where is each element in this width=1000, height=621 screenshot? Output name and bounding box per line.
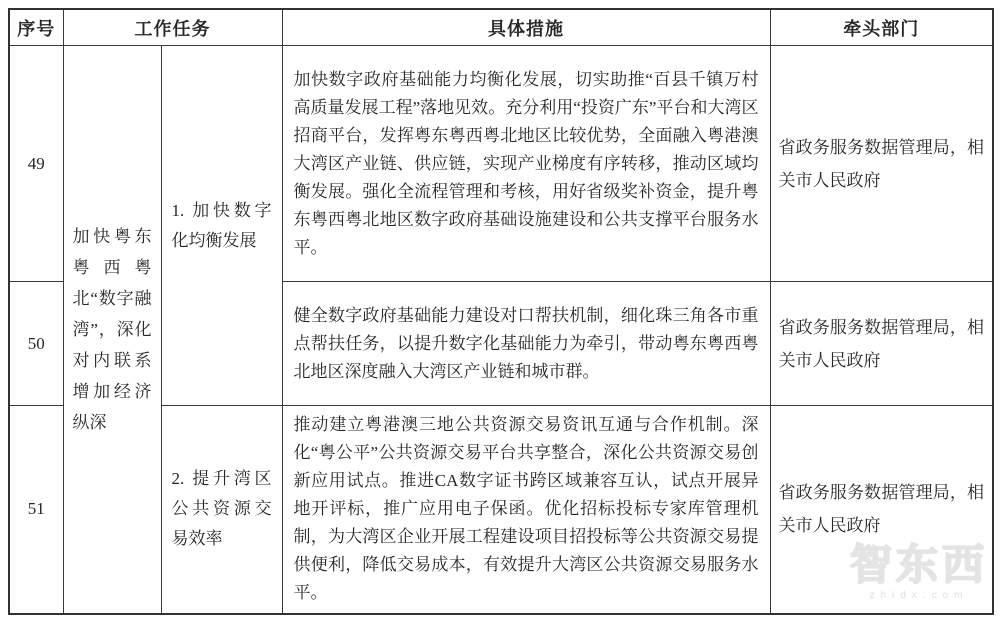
row-49-department: 省政务服务数据管理局，相关市人民政府	[770, 46, 993, 282]
table-header-row	[9, 9, 993, 46]
table-row	[9, 46, 993, 282]
header-department: 牵头部门	[770, 9, 993, 46]
row-50-department: 省政务服务数据管理局，相关市人民政府	[770, 282, 993, 406]
row-49-index: 49	[9, 46, 63, 282]
row-50-index: 50	[9, 282, 63, 406]
header-index: 序号	[9, 9, 63, 46]
row-50-measures: 健全数字政府基础能力建设对口帮扶机制，细化珠三角各市重点帮扶任务，以提升数字化基础能力为牵引，带动粤东粤西粤北地区深度融入大湾区产业链和城市群。	[282, 282, 770, 406]
row-49-measures: 加快数字政府基础能力均衡化发展，切实助推“百县千镇万村高质量发展工程”落地见效。充分利用“投资广东”平台和大湾区招商平台，发挥粤东粤西粤北地区比较优势，全面融入粤港澳大湾区产业链、供应链，实现产业梯度有序转移，推动区域均衡发展。强化全流程管理和考核，用好省级奖补资金，提升粤东粤西粤北地区数字政府基础设施建设和公共支撑平台服务水平。	[282, 46, 770, 282]
task-group-cell: 加快粤东粤西粤北“数字融湾”，深化对内联系增加经济纵深	[63, 46, 161, 614]
row-51-department: 省政务服务数据管理局，相关市人民政府	[770, 406, 993, 614]
subtask-1-cell: 1. 加快数字化均衡发展	[161, 46, 282, 406]
zhidx-domain-text: zhidx.com	[869, 590, 969, 601]
zhidx-logo-text: 智东西	[849, 541, 988, 588]
subtask-2-cell: 2. 提升湾区公共资源交易效率	[161, 406, 282, 614]
row-51-index: 51	[9, 406, 63, 614]
work-tasks-table	[8, 8, 994, 615]
row-51-measures: 推动建立粤港澳三地公共资源交易资讯互通与合作机制。深化“粤公平”公共资源交易平台共享整合，深化公共资源交易创新应用试点。推进CA数字证书跨区域兼容互认，试点开展异地开评标，推广应用电子保函。优化招标投标专家库管理机制，为大湾区企业开展工程建设项目招投标等公共资源交易提供便利，降低交易成本，有效提升大湾区公共资源交易服务水平。	[282, 406, 770, 614]
header-task: 工作任务	[63, 9, 282, 46]
header-measures: 具体措施	[282, 9, 770, 46]
